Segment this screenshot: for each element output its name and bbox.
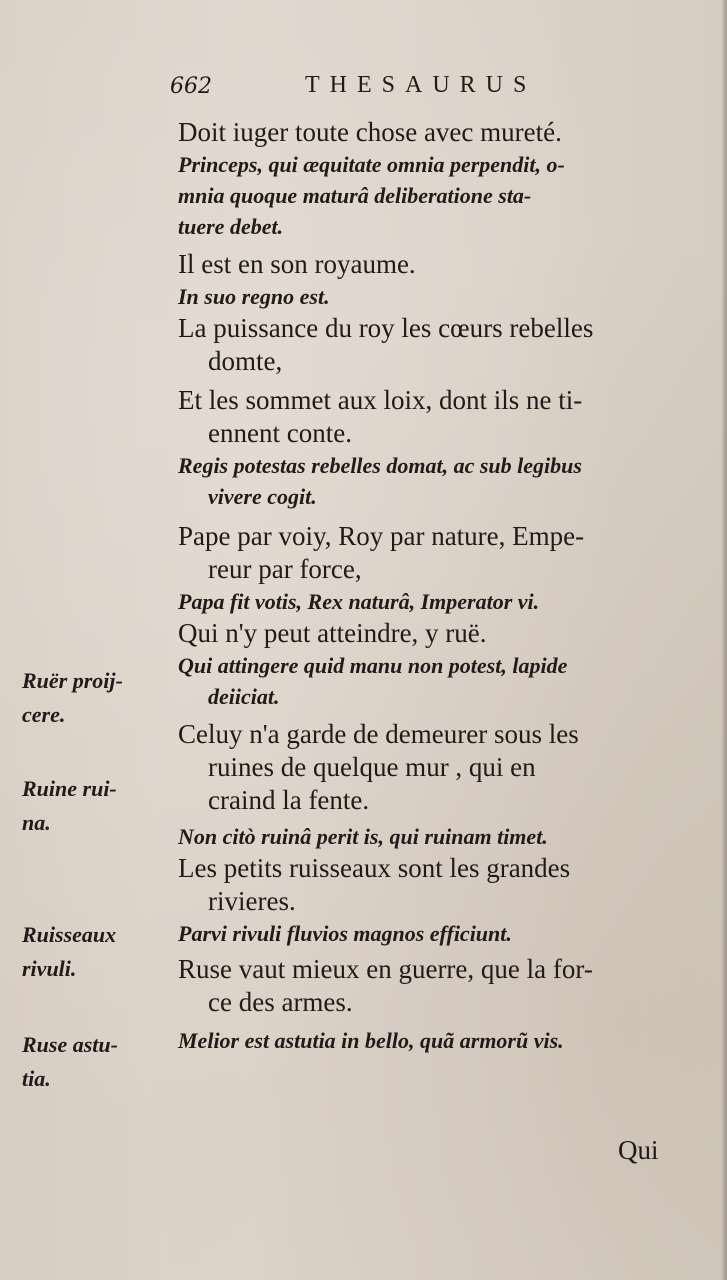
- french-line: rivieres.: [208, 886, 296, 916]
- page-header: [170, 70, 620, 110]
- french-line: Il est en son royaume.: [178, 249, 416, 279]
- latin-line: Regis potestas rebelles domat, ac sub legibus: [178, 453, 582, 478]
- page-edge: [721, 0, 727, 1280]
- latin-line: vivere cogit.: [208, 484, 317, 509]
- french-line: Qui n'y peut atteindre, y ruë.: [178, 618, 487, 648]
- margin-note-line: rivuli.: [22, 956, 77, 981]
- french-line: reur par force,: [208, 554, 362, 584]
- page-number: 662: [170, 74, 212, 99]
- margin-note-ruer: [22, 664, 167, 732]
- french-line: Les petits ruisseaux sont les grandes: [178, 853, 571, 883]
- latin-line: Non citò ruinâ perit is, qui ruinam timet.: [178, 824, 548, 849]
- latin-line: Melior est astutia in bello, quã armorũ vis.: [178, 1028, 564, 1053]
- margin-note-line: tia.: [22, 1066, 51, 1091]
- latin-line: In suo regno est.: [178, 284, 330, 309]
- french-line: La puissance du roy les cœurs rebelles: [178, 313, 594, 343]
- french-line: ruines de quelque mur , qui en: [208, 752, 536, 782]
- latin-line: Qui attingere quid manu non potest, lapide: [178, 653, 568, 678]
- latin-line: deiiciat.: [208, 684, 280, 709]
- running-title: THESAURUS: [305, 72, 537, 98]
- french-line: Pape par voiy, Roy par nature, Empe-: [178, 521, 585, 551]
- latin-line: mnia quoque maturâ deliberatione sta-: [178, 183, 532, 208]
- margin-note-ruisseaux: [22, 918, 167, 986]
- french-line: craind la fente.: [208, 785, 370, 815]
- margin-note-line: Ruisseaux: [22, 922, 117, 947]
- latin-line: Princeps, qui æquitate omnia perpendit, o-: [178, 152, 565, 177]
- latin-line: tuere debet.: [178, 214, 284, 239]
- margin-note-line: Ruër proij-: [22, 668, 123, 693]
- french-line: Doit iuger toute chose avec mureté.: [178, 117, 562, 147]
- body-text: [178, 116, 688, 1056]
- margin-note-line: Ruine rui-: [22, 776, 117, 801]
- french-line: Et les sommet aux loix, dont ils ne ti-: [178, 385, 583, 415]
- french-line: ennent conte.: [208, 418, 352, 448]
- latin-line: Papa fit votis, Rex naturâ, Imperator vi.: [178, 589, 540, 614]
- french-line: Ruse vaut mieux en guerre, que la for-: [178, 954, 593, 984]
- french-line: domte,: [208, 346, 283, 376]
- margin-note-line: na.: [22, 810, 51, 835]
- catchword: Qui: [618, 1135, 659, 1165]
- margin-note-ruse: [22, 1028, 167, 1096]
- french-line: ce des armes.: [208, 987, 353, 1017]
- margin-note-line: cere.: [22, 702, 66, 727]
- margin-note-ruine: [22, 772, 167, 840]
- latin-line: Parvi rivuli fluvios magnos efficiunt.: [178, 921, 512, 946]
- margin-note-line: Ruse astu-: [22, 1032, 118, 1057]
- french-line: Celuy n'a garde de demeurer sous les: [178, 719, 579, 749]
